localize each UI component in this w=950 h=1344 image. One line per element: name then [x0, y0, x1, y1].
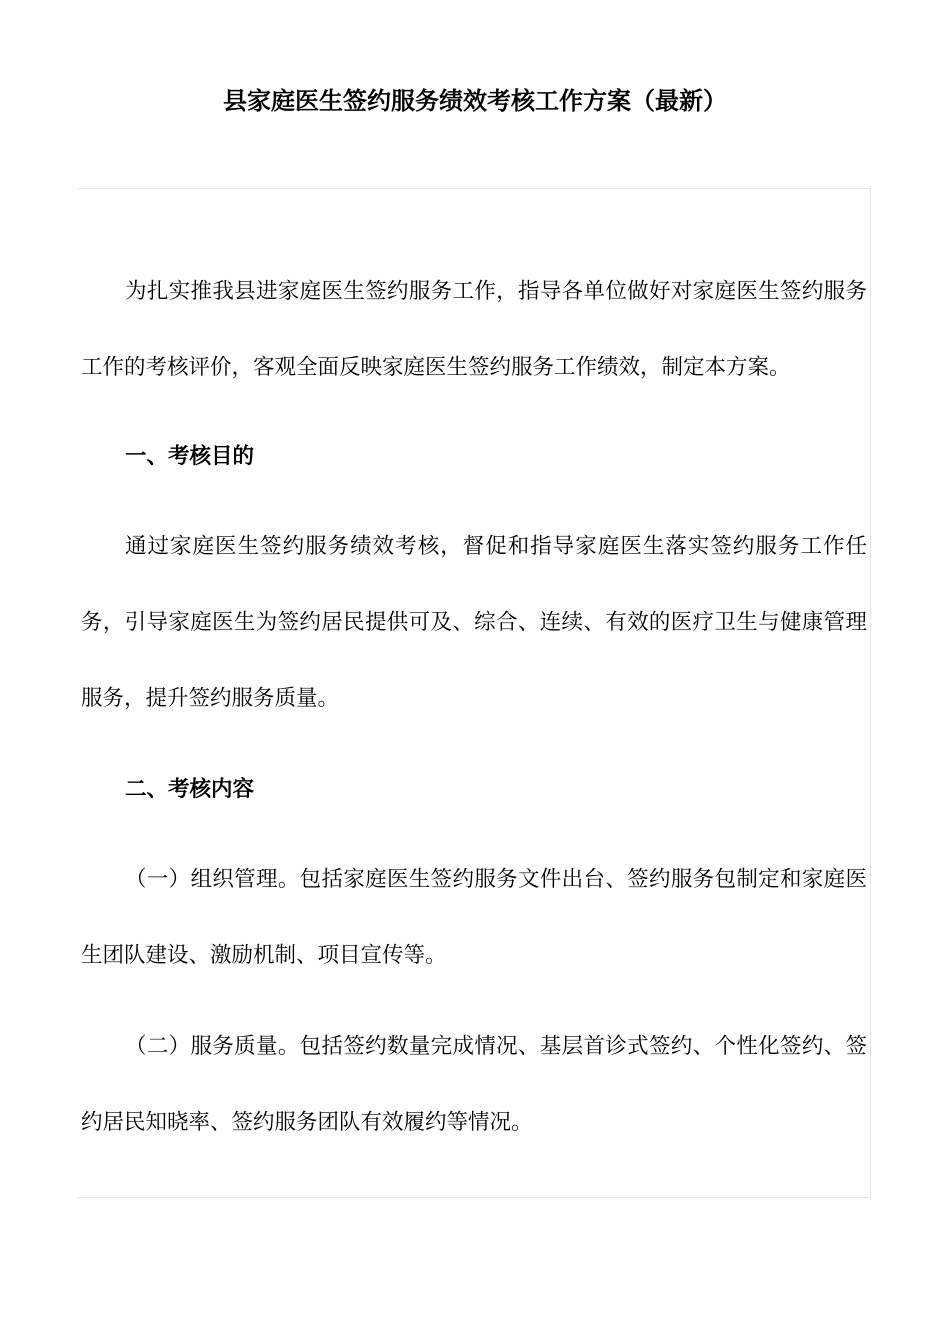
purpose-paragraph: 通过家庭医生签约服务绩效考核，督促和指导家庭医生落实签约服务工作任务，引导家庭医生为签约居民提供可及、综合、连续、有效的医疗卫生与健康管理服务，提升签约服务质量。	[81, 534, 867, 711]
document-title: 县家庭医生签约服务绩效考核工作方案（最新）	[223, 87, 727, 115]
section-heading-purpose: 一、考核目的	[125, 444, 255, 469]
intro-paragraph: 为扎实推我县进家庭医生签约服务工作，指导各单位做好对家庭医生签约服务工作的考核评价，客观全面反映家庭医生签约服务工作绩效，制定本方案。	[81, 279, 867, 380]
content-paragraph-quality: （二）服务质量。包括签约数量完成情况、基层首诊式签约、个性化签约、签约居民知晓率、签约服务团队有效履约等情况。	[81, 1034, 867, 1135]
content-paragraph-organization: （一）组织管理。包括家庭医生签约服务文件出台、签约服务包制定和家庭医生团队建设、激励机制、项目宣传等。	[81, 867, 867, 968]
section-heading-content: 二、考核内容	[125, 777, 255, 802]
